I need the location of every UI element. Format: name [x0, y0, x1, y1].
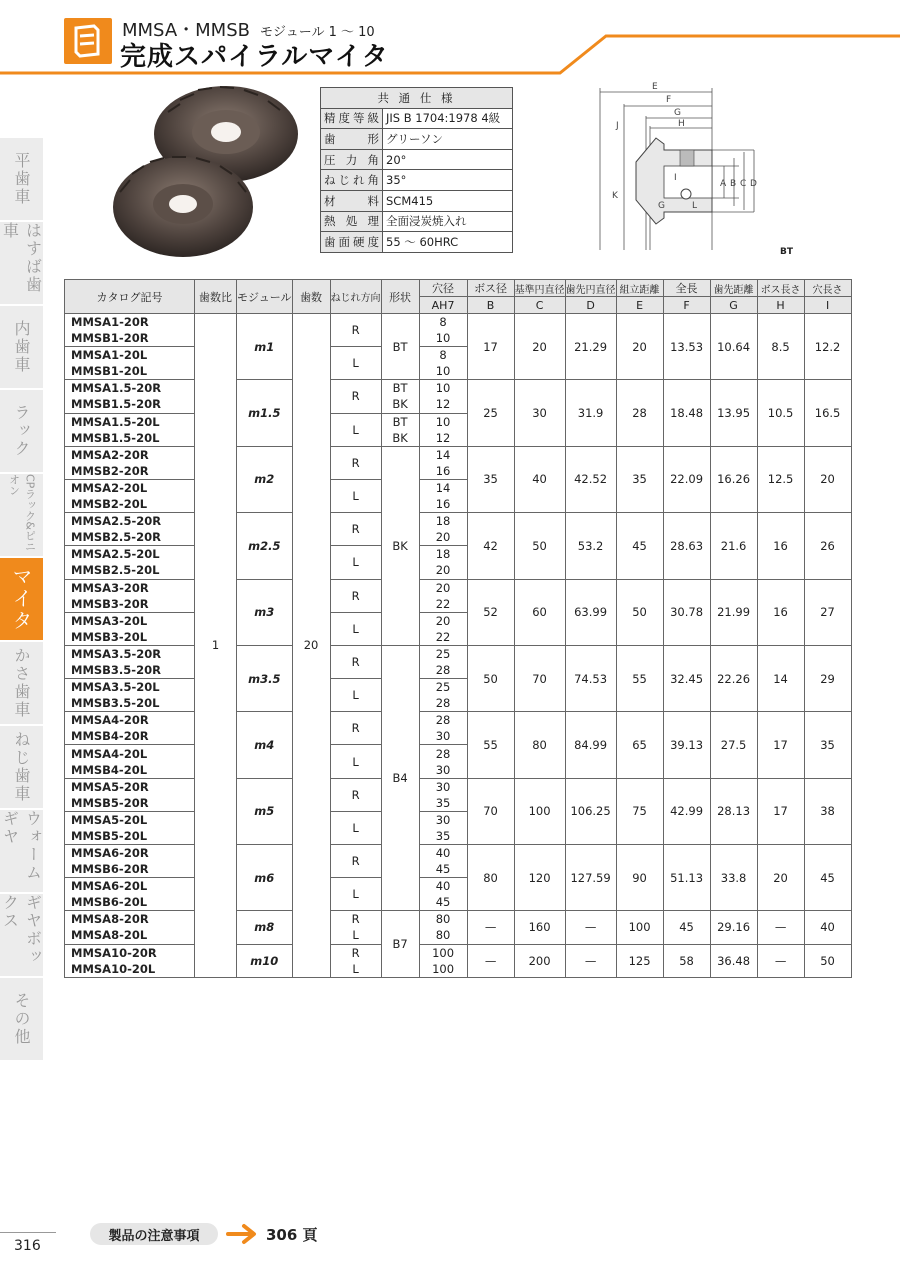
catalog-code: MMSA5-20L MMSB5-20L [65, 811, 195, 844]
dim-f: 13.53 [663, 314, 710, 380]
teeth-count: 20 [292, 314, 330, 978]
bore-dia: 18 20 [419, 546, 467, 579]
catalog-code: MMSA8-20R MMSA8-20L [65, 911, 195, 944]
table-row [65, 845, 852, 878]
spec-value: 55 ～ 60HRC [383, 232, 513, 253]
spec-row [321, 232, 513, 253]
drawing-type-label: BT [780, 247, 793, 257]
side-tab-label: ラック [12, 404, 31, 458]
catalog-code: MMSA2-20L MMSB2-20L [65, 479, 195, 512]
dim-f: 45 [663, 911, 710, 944]
side-tab-label: 内歯車 [12, 320, 31, 374]
side-tab-label: かさ歯車 [12, 647, 31, 719]
side-tab-8[interactable] [0, 810, 43, 892]
bore-dia: 25 28 [419, 645, 467, 678]
header-bore-sub: AH7 [419, 297, 467, 314]
bore-dia: 28 30 [419, 745, 467, 778]
header-mount: 組立距離 [616, 280, 663, 297]
dim-f: 28.63 [663, 513, 710, 579]
table-row [65, 513, 852, 546]
catalog-code: MMSA5-20R MMSB5-20R [65, 778, 195, 811]
dim-i: 27 [804, 579, 851, 645]
dim-L: L [692, 201, 698, 211]
dim-b: 42 [467, 513, 514, 579]
dim-h: 12.5 [757, 446, 804, 512]
dim-e: 45 [616, 513, 663, 579]
dim-h: 16 [757, 513, 804, 579]
side-tab-2[interactable] [0, 306, 43, 388]
spec-row [321, 149, 513, 170]
spec-key: 圧力角 [321, 149, 383, 170]
dim-i: 38 [804, 778, 851, 844]
catalog-code: MMSA3.5-20L MMSB3.5-20L [65, 679, 195, 712]
module-value: m2.5 [237, 513, 293, 579]
side-tab-3[interactable] [0, 390, 43, 472]
helix-direction: R [330, 778, 381, 811]
dim-d: 21.29 [565, 314, 616, 380]
series-label: MMSA・MMSB モジュール 1 ～ 10 [122, 20, 375, 41]
catalog-code: MMSA2-20R MMSB2-20R [65, 446, 195, 479]
catalog-code: MMSA6-20R MMSB6-20R [65, 845, 195, 878]
catalog-code: MMSA1.5-20R MMSB1.5-20R [65, 380, 195, 413]
header-boss-dia-sub: B [467, 297, 514, 314]
header-gear-icon [64, 18, 112, 64]
dim-I: I [674, 173, 677, 183]
header-pitch: 基準円直径 [514, 280, 565, 297]
header-catalog: カタログ記号 [65, 280, 195, 314]
header-pitch-sub: C [514, 297, 565, 314]
bore-dia: 20 22 [419, 579, 467, 612]
header-boss-dia: ボス径 [467, 280, 514, 297]
dim-i: 45 [804, 845, 851, 911]
header-bore: 穴径 [419, 280, 467, 297]
dim-d: — [565, 911, 616, 944]
header-total-sub: F [663, 297, 710, 314]
footer-rule [0, 1232, 56, 1233]
dim-d: 84.99 [565, 712, 616, 778]
catalog-code: MMSA1.5-20L MMSB1.5-20L [65, 413, 195, 446]
table-row [65, 911, 852, 944]
dim-h: — [757, 911, 804, 944]
helix-direction: R [330, 579, 381, 612]
caution-note-badge[interactable]: 製品の注意事項 [90, 1223, 218, 1245]
spec-key: 熱処理 [321, 211, 383, 232]
header-crown-sub: G [710, 297, 757, 314]
shape-type: B4 [381, 645, 419, 911]
header-teeth: 歯数 [292, 280, 330, 314]
spec-row [321, 108, 513, 129]
module-value: m6 [237, 845, 293, 911]
dim-e: 75 [616, 778, 663, 844]
helix-direction: L [330, 679, 381, 712]
bore-dia: 18 20 [419, 513, 467, 546]
dim-f: 39.13 [663, 712, 710, 778]
dim-H: H [678, 119, 685, 129]
dim-e: 50 [616, 579, 663, 645]
helix-direction: L [330, 878, 381, 911]
table-row [65, 314, 852, 347]
helix-direction: R [330, 845, 381, 878]
dim-g: 10.64 [710, 314, 757, 380]
catalog-code: MMSA2.5-20R MMSB2.5-20R [65, 513, 195, 546]
helix-direction: R [330, 513, 381, 546]
dim-c: 70 [514, 645, 565, 711]
bore-dia: 25 28 [419, 679, 467, 712]
side-tab-7[interactable] [0, 726, 43, 808]
helix-direction: R [330, 380, 381, 413]
catalog-code: MMSA6-20L MMSB6-20L [65, 878, 195, 911]
dim-b: 35 [467, 446, 514, 512]
module-value: m3 [237, 579, 293, 645]
side-tab-label: CPラック&ピニオン [7, 474, 37, 552]
dim-f: 58 [663, 944, 710, 977]
dim-d: — [565, 944, 616, 977]
shape-type: B7 [381, 911, 419, 977]
dim-B: B [730, 179, 737, 189]
page-number: 316 [14, 1238, 41, 1254]
helix-direction: L [330, 413, 381, 446]
catalog-code: MMSA4-20L MMSB4-20L [65, 745, 195, 778]
dim-D: D [750, 179, 757, 189]
side-tab-label: マイタ [9, 566, 33, 632]
module-value: m1.5 [237, 380, 293, 446]
dim-b: 17 [467, 314, 514, 380]
spec-value: SCM415 [383, 190, 513, 211]
dim-c: 20 [514, 314, 565, 380]
product-table [64, 279, 852, 978]
dim-e: 35 [616, 446, 663, 512]
dim-h: — [757, 944, 804, 977]
dim-h: 17 [757, 712, 804, 778]
dim-G-small: G [658, 201, 665, 211]
dim-e: 55 [616, 645, 663, 711]
dim-i: 20 [804, 446, 851, 512]
side-tab-label: ギヤボックス [0, 894, 43, 966]
dim-f: 18.48 [663, 380, 710, 446]
table-row [65, 380, 852, 413]
dim-C: C [740, 179, 747, 189]
side-tab-label: その他 [12, 992, 31, 1046]
catalog-code: MMSA4-20R MMSB4-20R [65, 712, 195, 745]
dim-g: 16.26 [710, 446, 757, 512]
side-tab-label: ねじ歯車 [12, 731, 31, 803]
dim-h: 8.5 [757, 314, 804, 380]
side-tab-label: はすば歯車 [0, 222, 43, 294]
dim-E: E [652, 82, 658, 92]
dim-i: 16.5 [804, 380, 851, 446]
module-value: m10 [237, 944, 293, 977]
dim-g: 28.13 [710, 778, 757, 844]
bore-dia: 40 45 [419, 878, 467, 911]
dim-g: 33.8 [710, 845, 757, 911]
bore-dia: 14 16 [419, 446, 467, 479]
dim-b: 80 [467, 845, 514, 911]
gear-ratio: 1 [195, 314, 237, 978]
side-tab-9[interactable] [0, 894, 43, 976]
bore-dia: 10 12 [419, 380, 467, 413]
table-row [65, 944, 852, 977]
header-boss-len: ボス長さ [757, 280, 804, 297]
header-tip-sub: D [565, 297, 616, 314]
bore-dia: 8 10 [419, 314, 467, 347]
header-crown: 歯先距離 [710, 280, 757, 297]
dim-f: 42.99 [663, 778, 710, 844]
dim-i: 40 [804, 911, 851, 944]
header-helix: ねじれ方向 [330, 280, 381, 314]
spec-value: グリーソン [383, 129, 513, 150]
catalog-code: MMSA3.5-20R MMSB3.5-20R [65, 645, 195, 678]
dim-b: 55 [467, 712, 514, 778]
helix-direction: R [330, 645, 381, 678]
dim-e: 20 [616, 314, 663, 380]
spec-value: 20° [383, 149, 513, 170]
dim-g: 36.48 [710, 944, 757, 977]
dim-d: 42.52 [565, 446, 616, 512]
dim-c: 80 [514, 712, 565, 778]
header-bore-len: 穴長さ [804, 280, 851, 297]
helix-direction: R [330, 712, 381, 745]
header-mount-sub: E [616, 297, 663, 314]
dim-f: 30.78 [663, 579, 710, 645]
dim-h: 17 [757, 778, 804, 844]
side-tab-0[interactable] [0, 138, 43, 220]
bore-dia: 14 16 [419, 479, 467, 512]
spec-key: ねじれ角 [321, 170, 383, 191]
bore-dia: 100 100 [419, 944, 467, 977]
header-module: モジュール [237, 280, 293, 314]
dim-d: 74.53 [565, 645, 616, 711]
bore-dia: 28 30 [419, 712, 467, 745]
spec-row [321, 170, 513, 191]
table-row [65, 778, 852, 811]
dim-A: A [720, 179, 727, 189]
side-tabs [0, 138, 43, 1062]
table-row [65, 446, 852, 479]
dim-F: F [666, 95, 672, 105]
dim-K: K [612, 191, 618, 201]
dim-h: 16 [757, 579, 804, 645]
header-tip: 歯先円直径 [565, 280, 616, 297]
module-value: m8 [237, 911, 293, 944]
dim-J: J [616, 121, 619, 131]
page-reference[interactable]: 306 頁 [266, 1226, 318, 1244]
header-total: 全長 [663, 280, 710, 297]
bore-dia: 8 10 [419, 347, 467, 380]
shape-type: BT BK [381, 413, 419, 446]
dim-d: 31.9 [565, 380, 616, 446]
page-title: 完成スパイラルマイタ [120, 42, 389, 72]
side-tab-5[interactable] [0, 558, 43, 640]
dim-i: 12.2 [804, 314, 851, 380]
dim-d: 53.2 [565, 513, 616, 579]
dim-e: 90 [616, 845, 663, 911]
spec-key: 材料 [321, 190, 383, 211]
helix-direction: L [330, 546, 381, 579]
side-tab-label: 平歯車 [12, 152, 31, 206]
catalog-code: MMSA1-20R MMSB1-20R [65, 314, 195, 347]
module-value: m3.5 [237, 645, 293, 711]
dimension-drawing [594, 80, 814, 260]
table-row [65, 579, 852, 612]
dim-c: 50 [514, 513, 565, 579]
spec-value: 全面浸炭焼入れ [383, 211, 513, 232]
bore-dia: 10 12 [419, 413, 467, 446]
header-shape: 形状 [381, 280, 419, 314]
bore-dia: 30 35 [419, 811, 467, 844]
dim-b: 52 [467, 579, 514, 645]
dim-c: 160 [514, 911, 565, 944]
spec-key: 歯面硬度 [321, 232, 383, 253]
catalog-code: MMSA10-20R MMSA10-20L [65, 944, 195, 977]
helix-direction: L [330, 612, 381, 645]
dim-G: G [674, 108, 681, 118]
dim-f: 22.09 [663, 446, 710, 512]
shape-type: BK [381, 446, 419, 645]
side-tab-1[interactable] [0, 222, 43, 304]
side-tab-4[interactable] [0, 474, 43, 556]
dim-g: 21.6 [710, 513, 757, 579]
dim-b: 25 [467, 380, 514, 446]
bore-dia: 40 45 [419, 845, 467, 878]
arrow-right-icon [226, 1222, 260, 1246]
dim-c: 100 [514, 778, 565, 844]
dim-i: 26 [804, 513, 851, 579]
dim-c: 120 [514, 845, 565, 911]
shape-type: BT [381, 314, 419, 380]
dim-g: 13.95 [710, 380, 757, 446]
spec-key: 精度等級 [321, 108, 383, 129]
header-bore-len-sub: I [804, 297, 851, 314]
dim-d: 127.59 [565, 845, 616, 911]
spec-row [321, 129, 513, 150]
spiral-miter-gear-photo [108, 82, 313, 260]
dim-g: 29.16 [710, 911, 757, 944]
dim-c: 200 [514, 944, 565, 977]
bore-dia: 20 22 [419, 612, 467, 645]
bore-dia: 30 35 [419, 778, 467, 811]
module-value: m2 [237, 446, 293, 512]
spec-title: 共 通 仕 様 [321, 88, 513, 109]
spec-key: 歯形 [321, 129, 383, 150]
dim-b: — [467, 911, 514, 944]
dim-i: 35 [804, 712, 851, 778]
side-tab-6[interactable] [0, 642, 43, 724]
dim-g: 21.99 [710, 579, 757, 645]
dim-e: 125 [616, 944, 663, 977]
shape-type: BT BK [381, 380, 419, 413]
module-value: m5 [237, 778, 293, 844]
dim-b: 70 [467, 778, 514, 844]
header-ratio: 歯数比 [195, 280, 237, 314]
dim-e: 28 [616, 380, 663, 446]
table-row [65, 645, 852, 678]
catalog-code: MMSA3-20L MMSB3-20L [65, 612, 195, 645]
spec-row [321, 211, 513, 232]
dim-g: 27.5 [710, 712, 757, 778]
helix-direction: R [330, 314, 381, 347]
helix-direction: L [330, 347, 381, 380]
dim-c: 60 [514, 579, 565, 645]
module-value: m1 [237, 314, 293, 380]
spec-row [321, 190, 513, 211]
dim-b: 50 [467, 645, 514, 711]
header-boss-len-sub: H [757, 297, 804, 314]
dim-f: 51.13 [663, 845, 710, 911]
dim-i: 50 [804, 944, 851, 977]
helix-direction: R [330, 446, 381, 479]
dim-f: 32.45 [663, 645, 710, 711]
helix-direction: R L [330, 911, 381, 944]
common-spec-table [320, 87, 513, 253]
dim-d: 63.99 [565, 579, 616, 645]
helix-direction: L [330, 811, 381, 844]
dim-h: 14 [757, 645, 804, 711]
dim-h: 10.5 [757, 380, 804, 446]
bore-dia: 80 80 [419, 911, 467, 944]
table-row [65, 712, 852, 745]
catalog-code: MMSA3-20R MMSB3-20R [65, 579, 195, 612]
dim-g: 22.26 [710, 645, 757, 711]
spec-value: 35° [383, 170, 513, 191]
helix-direction: R L [330, 944, 381, 977]
dim-c: 30 [514, 380, 565, 446]
spec-value: JIS B 1704:1978 4級 [383, 108, 513, 129]
side-tab-label: ウォームギヤ [0, 810, 43, 882]
helix-direction: L [330, 479, 381, 512]
side-tab-10[interactable] [0, 978, 43, 1060]
dim-i: 29 [804, 645, 851, 711]
catalog-code: MMSA1-20L MMSB1-20L [65, 347, 195, 380]
dim-h: 20 [757, 845, 804, 911]
dim-b: — [467, 944, 514, 977]
dim-d: 106.25 [565, 778, 616, 844]
dim-c: 40 [514, 446, 565, 512]
dim-e: 65 [616, 712, 663, 778]
helix-direction: L [330, 745, 381, 778]
module-value: m4 [237, 712, 293, 778]
dim-e: 100 [616, 911, 663, 944]
catalog-code: MMSA2.5-20L MMSB2.5-20L [65, 546, 195, 579]
